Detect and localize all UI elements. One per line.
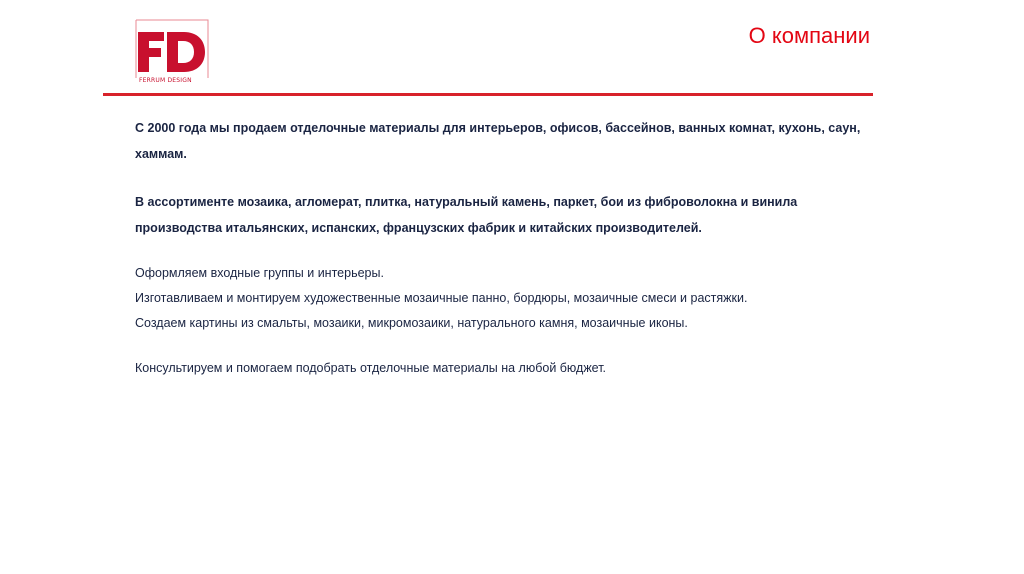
spacer [135,241,875,261]
company-description [135,115,875,381]
fd-logo-mark [130,18,210,88]
header-divider [103,93,873,96]
ferrum-design-logo [130,18,210,88]
line-mosaic-panels: Изготавливаем и монтируем художественные мозаичные панно, бордюры, мозаичные смеси и растяжки. [135,291,748,305]
line-consulting: Консультируем и помогаем подобрать отделочные материалы на любой бюджет. [135,361,607,375]
line-entrance-groups: Оформляем входные группы и интерьеры. [135,266,384,280]
spacer [135,167,875,189]
logo-caption: FERRUM DESIGN [139,77,192,84]
spacer [135,336,875,356]
page-title: О компании [748,23,870,48]
line-paintings: Создаем картины из смальты, мозаики, микромозаики, натурального камня, мозаичные иконы. [135,316,688,330]
paragraph-assortment: В ассортименте мозаика, агломерат, плитка, натуральный камень, паркет, бои из фиброволокна и винила производства итальянских, испанских, французских фабрик и китайских производителей. [135,195,798,235]
paragraph-history: С 2000 года мы продаем отделочные материалы для интерьеров, офисов, бассейнов, ванных комнат, кухонь, саун, хаммам. [135,121,861,161]
